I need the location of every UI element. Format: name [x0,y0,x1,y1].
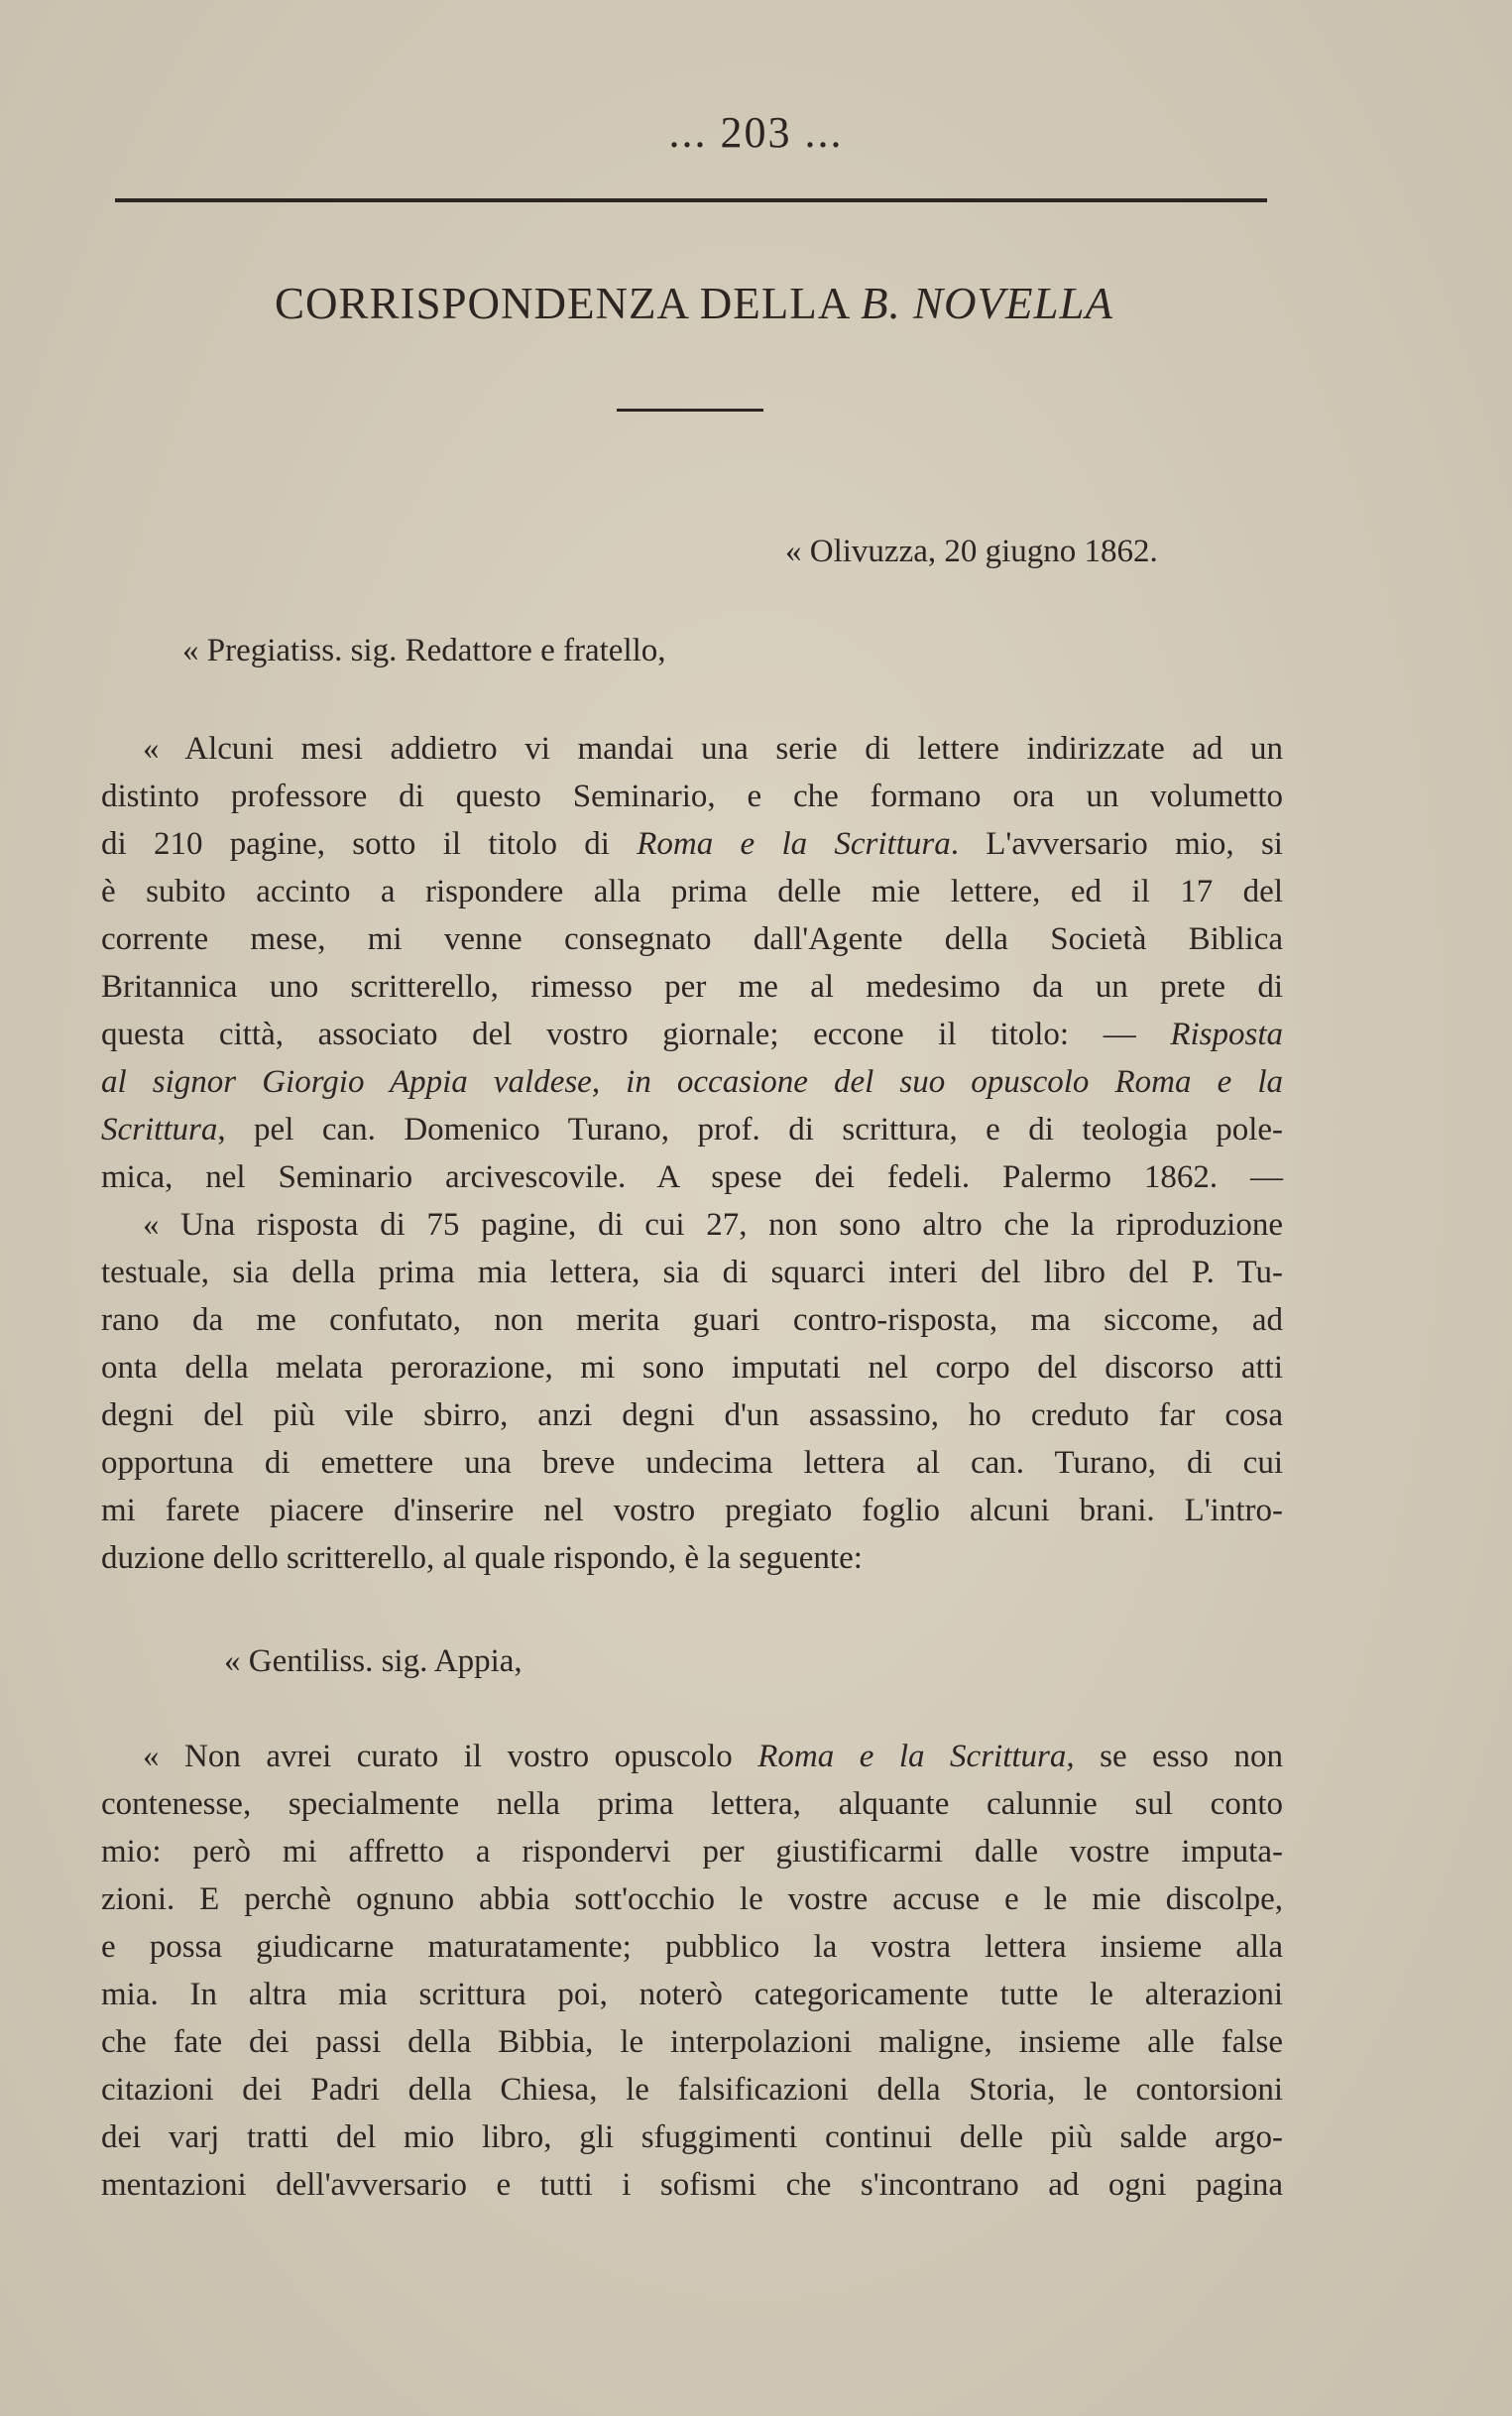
text-span: questa città, associato del vostro giornale; eccone il titolo: — [101,1017,1171,1052]
title-prefix: CORRISPONDENZA DELLA [274,279,861,328]
paragraph-line: rano da me confutato, non merita guari contro-risposta, ma siccome, ad [101,1302,1283,1338]
salutation: « Pregiatiss. sig. Redattore e fratello, [182,633,666,668]
page-number: ... 203 ... [668,108,844,157]
text-span: « Non avrei curato il vostro opuscolo [143,1739,758,1774]
paragraph-line: duzione dello scritterello, al quale rispondo, è la seguente: [101,1540,863,1576]
text-span: se esso non [1074,1739,1283,1774]
paragraph-line: che fate dei passi della Bibbia, le interpolazioni maligne, insieme alle false [101,2024,1283,2060]
italic-title: Risposta [1170,1017,1283,1052]
italic-title: Roma e la Scrittura, [757,1739,1075,1774]
paragraph-line: Britannica uno scritterello, rimesso per me al medesimo da un prete di [101,969,1283,1005]
paragraph-line: mio: però mi affretto a rispondervi per giustificarmi dalle vostre imputa- [101,1834,1283,1870]
text-span: . L'avversario mio, si [950,826,1283,862]
paragraph-line: e possa giudicarne maturatamente; pubblico la vostra lettera insieme alla [101,1929,1283,1965]
article-title [0,278,1388,329]
title-italic: NOVELLA [913,279,1114,328]
paragraph-line [101,1062,1283,1102]
paragraph-line: mentazioni dell'avversario e tutti i sofismi che s'incontrano ad ogni pagina [101,2167,1283,2203]
dateline: « Olivuzza, 20 giugno 1862. [785,534,1158,569]
paragraph-line: mica, nel Seminario arcivescovile. A spese dei fedeli. Palermo 1862. — [101,1159,1283,1195]
paragraph-line: « Alcuni mesi addietro vi mandai una serie di lettere indirizzate ad un [143,731,1283,767]
paragraph-line: contenesse, specialmente nella prima lettera, alquante calunnie sul conto [101,1786,1283,1822]
paragraph-line: degni del più vile sbirro, anzi degni d'un assassino, ho creduto far cosa [101,1397,1283,1433]
paragraph-line [101,824,1283,864]
paragraph-line: zioni. E perchè ognuno abbia sott'occhio le vostre accuse e le mie discolpe, [101,1881,1283,1917]
paragraph-line: onta della melata perorazione, mi sono imputati nel corpo del discorso atti [101,1350,1283,1386]
paragraph-line: citazioni dei Padri della Chiesa, le falsificazioni della Storia, le contorsioni [101,2072,1283,2108]
header-rule [115,198,1267,202]
italic-title: Roma e la Scrittura [637,826,951,862]
paragraph-line: mi farete piacere d'inserire nel vostro pregiato foglio alcuni brani. L'intro- [101,1493,1283,1528]
text-span: , pel can. Domenico Turano, prof. di scrittura, e di teologia pole- [217,1112,1283,1148]
title-rule [617,409,763,412]
paragraph-line: opportuna di emettere una breve undecima lettera al can. Turano, di cui [101,1445,1283,1481]
paragraph-line: è subito accinto a rispondere alla prima delle mie lettere, ed il 17 del [101,874,1283,909]
title-initial: B. [861,279,901,328]
paragraph-line [101,1110,1283,1149]
italic-title: al signor Giorgio Appia valdese, in occasione del suo opuscolo Roma e la [101,1064,1283,1100]
paragraph-line: « Una risposta di 75 pagine, di cui 27, non sono altro che la riproduzione [143,1207,1283,1243]
paragraph-line: corrente mese, mi venne consegnato dall'Agente della Società Biblica [101,921,1283,957]
paragraph-line: dei varj tratti del mio libro, gli sfuggimenti continui delle più salde argo- [101,2119,1283,2155]
paragraph-line: distinto professore di questo Seminario, e che formano ora un volumetto [101,779,1283,814]
salutation-2: « Gentiliss. sig. Appia, [224,1643,523,1679]
paragraph-line: testuale, sia della prima mia lettera, sia di squarci interi del libro del P. Tu- [101,1255,1283,1290]
italic-title: Scrittura [101,1112,218,1148]
paragraph-line [143,1737,1283,1776]
paragraph-line: mia. In altra mia scrittura poi, noterò categoricamente tutte le alterazioni [101,1977,1283,2012]
text-span: di 210 pagine, sotto il titolo di [101,826,638,862]
paragraph-line [101,1015,1283,1054]
